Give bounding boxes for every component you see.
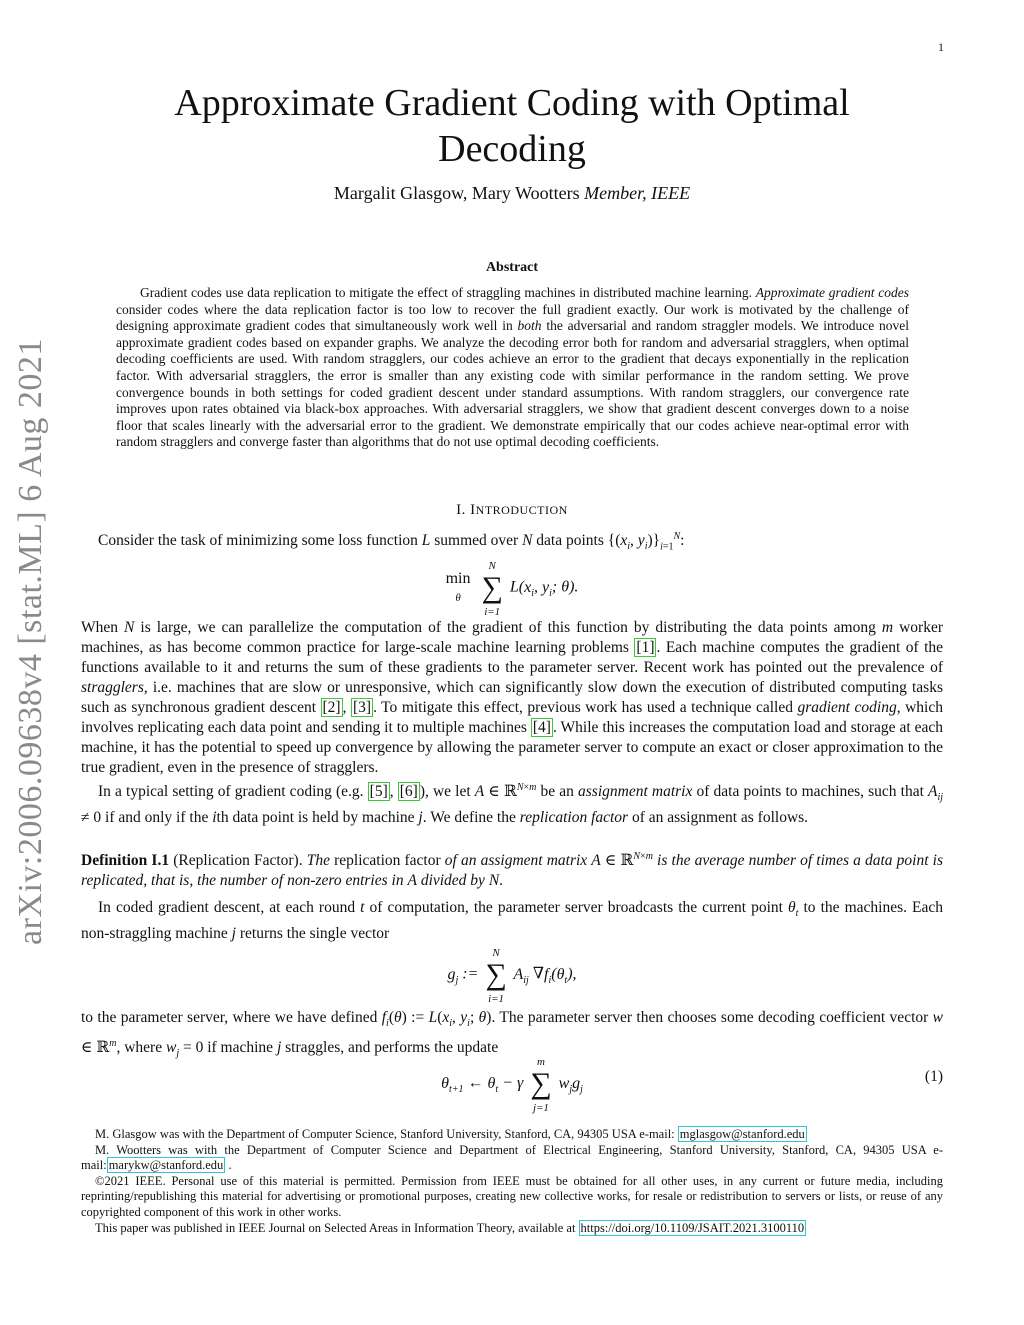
equation-number: (1) [924,1068,943,1085]
author-names: Margalit Glasgow, Mary Wootters [333,183,580,203]
equation-objective: min θ N ∑ i=1 $L(x_i$, $y_i$; θ). [445,560,579,618]
paper-title: Approximate Gradient Coding with Optimal Decoding [174,82,850,170]
equation-update-rule: $\theta_{t+1}$ ← $\theta_t - \gamma$ m ∑ j=1 $w_jg_j$ (1) [441,1056,943,1114]
email-link-wootters[interactable]: marykw@stanford.edu [108,1158,224,1173]
coded-descent-paragraph-2: to the parameter server, where we have defined $f_i(\theta)$ := $L(x_i$, $y_i$; θ). The parameter server then chooses some decoding coefficient vector w ∈ ℝ$^m$, where $w_j = 0$ if machine j straggles, and performs the update [81,1009,944,1060]
footnote-wootters: M. Wootters was with the Department of Computer Science and Department of Electrical Engineering, Stanford University, Stanford, CA, 94305 USA e-mail: marykw@stanford.edu . [81,1142,943,1173]
author-line [0,183,1024,204]
citation-5[interactable]: [5] [369,783,388,801]
citation-1[interactable]: [1] [636,639,655,656]
abstract-body: Gradient codes use data replication to mitigate the effect of straggling machines in distributed machine learning. Approximate gradient codes consider codes where the data replication factor is too low to recover the full gradient exactly. Our work is motivated by the challenge of designing approximate gradient codes that simultaneously work well in both the adversarial and random straggler models. We introduce novel approximate gradient codes based on expander graphs. We analyze the decoding error both for random and adversarial stragglers, when optimal decoding coefficients are used. With random stragglers, our codes achieve an error to the gradient that decays exponentially in the replication factor. With adversarial stragglers, the error is smaller than any existing code with similar performance in the random setting. We prove convergence bounds in both settings for coded gradient descent under standard assumptions. With random stragglers, our convergence rate improves upon rates obtained via black-box approaches. With adversarial stragglers, we show that gradient descent converges down to a noise floor that scales linearly with the adversarial error to the gradient. We demonstrate empirically that our codes achieve near-optimal error with random stragglers and converge faster than algorithms that do not use optimal decoding coefficients. [116,285,910,450]
citation-2[interactable]: [2] [322,699,341,716]
intro-paragraph-2: When N is large, we can parallelize the computation of the gradient of this function by distributing the data points among m worker machines, as has become common practice for large-scale machine learning problems [1] . Each machine computes the gradient of the functions available to it and returns the sum of these gradients to the parameter server. Recent work has pointed out the prevalence of stragglers, i.e. machines that are slow or unresponsive, which can significantly slow down the execution of distributed computing tasks such as synchronous gradient descent [2] , [3] . To mitigate this effect, previous work has used a technique called gradient coding, which involves replicating each data point and sending it to multiple machines [4] . While this increases the computation load and storage at each machine, it has the potential to speed up convergence by allowing the parameter server to compute an exact or closer approximation to the true gradient, even in the presence of stragglers. In a typical setting of gradient coding (e.g. [5] , [6] ), we let A ∈ ℝ$^{N\times m}$ be an assignment matrix of data points to machines, such that $A_{ij} \ne 0$ if and only if the ith data point is held by machine j. We define the replication factor of an assignment as follows. [81,619,944,827]
abstract-heading: Abstract [485,260,539,275]
email-link-glasgow[interactable]: mglasgow@stanford.edu [679,1127,805,1141]
footnote-copyright: ©2021 IEEE. Personal use of this material is permitted. Permission from IEEE must be obtained for all other uses, in any current or future media, including reprinting/republishing this material for advertising or promotional purposes, creating new collective works, for resale or redistribution to servers or lists, or reuse of any copyrighted component of this work in other works. [81,1173,943,1219]
footnote-publication: This paper was published in IEEE Journal on Selected Areas in Information Theory, available at https://doi.org/10.1109/JSAIT.2021.3100110 [95,1220,805,1235]
definition-replication-factor: Definition I.1 (Replication Factor). The replication factor of an assigment matrix A ∈ ℝ$^{N\times m}$ is the average number of times a data point is replicated, that is, the number of non-zero entries in A divided by N. [81,851,943,890]
equation-machine-vector: $g_j$ := N ∑ i=1 $A_{ij}$ $\nabla f_i(\theta_t)$, [447,947,577,1005]
coded-descent-paragraph-1: In coded gradient descent, at each round t of computation, the parameter server broadcasts the current point $\theta_t$ to the machines. Each non-straggling machine j returns the single vector [81,899,943,943]
doi-link[interactable]: https://doi.org/10.1109/JSAIT.2021.3100110 [580,1220,805,1235]
page-number: 1 [938,40,944,54]
author-membership: Member, IEEE [584,183,691,203]
footnote-glasgow: M. Glasgow was with the Department of Computer Science, Stanford University, Stanford, CA, 94305 USA e-mail: mglasgow@stanford.edu [95,1127,805,1141]
arxiv-identifier: arXiv:2006.09638v4 [stat.ML] 6 Aug 2021 [12,338,49,945]
section-heading-introduction: I. INTRODUCTION [456,502,568,518]
citation-3[interactable]: [3] [352,699,372,716]
citation-6[interactable]: [6] [399,783,418,801]
intro-paragraph-1: Consider the task of minimizing some loss function L summed over N data points {($x_i$, $y_i)\}_{i=1}^N$: [98,531,685,553]
citation-4[interactable]: [4] [532,719,551,736]
footnotes [81,1127,943,1236]
